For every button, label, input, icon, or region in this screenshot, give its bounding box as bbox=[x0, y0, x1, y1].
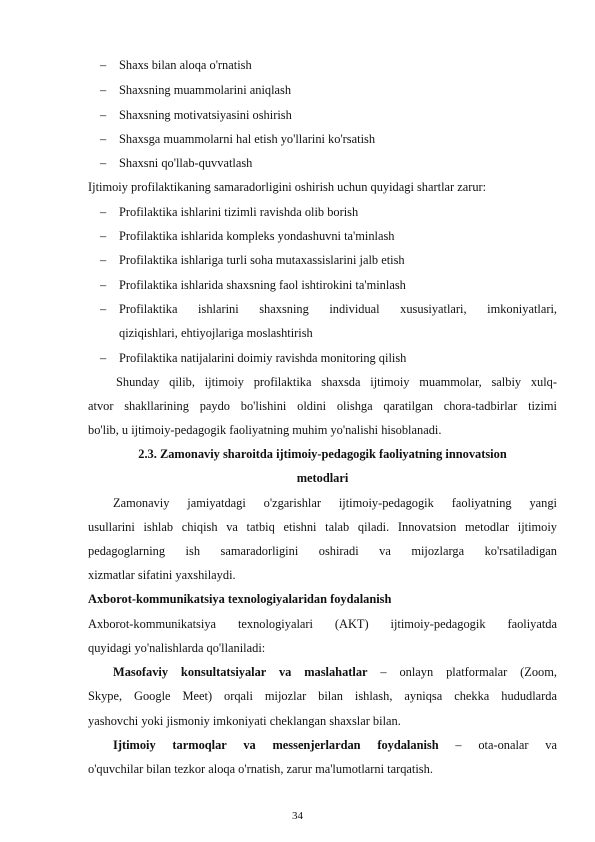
paragraph-line: Zamonaviy jamiyatdagi o'zgarishlar ijtimoiy-pedagogik faoliyatning yangi bbox=[113, 496, 557, 510]
paragraph-line: bo'lib, u ijtimoiy-pedagogik faoliyatning muhim yo'nalishi hisoblanadi. bbox=[88, 423, 442, 437]
paragraph-line: Skype, Google Meet) orqali mijozlar bilan ishlash, ayniqsa chekka hududlarda bbox=[88, 689, 557, 703]
list-item: Shaxsning motivatsiyasini oshirish bbox=[119, 108, 292, 122]
paragraph-line bbox=[113, 737, 557, 753]
list-item: Shaxsning muammolarini aniqlash bbox=[119, 83, 292, 97]
paragraph-line: quyidagi yo'nalishlarda qo'llaniladi: bbox=[88, 641, 266, 655]
list-item: Profilaktika ishlarida kompleks yondashuvni ta'minlash bbox=[119, 229, 395, 243]
list-item: Shaxsni qo'llab-quvvatlash bbox=[119, 156, 253, 170]
section-heading: 2.3. Zamonaviy sharoitda ijtimoiy-pedagogik faoliyatning innovatsion bbox=[138, 447, 507, 461]
list-item: Profilaktika ishlariga turli soha mutaxassislarini jalb etish bbox=[119, 253, 405, 267]
paragraph-line bbox=[113, 664, 557, 680]
section-heading: metodlari bbox=[296, 471, 349, 485]
list-item-continuation: qiziqishlari, ehtiyojlariga moslashtirish bbox=[119, 326, 313, 340]
list-dash: – bbox=[100, 229, 107, 243]
paragraph-line: pedagoglarning ish samaradorligini oshiradi va mijozlarga ko'rsatiladigan bbox=[88, 544, 557, 558]
paragraph-line: Axborot-kommunikatsiya texnologiyalari (AKT) ijtimoiy-pedagogik faoliyatda bbox=[88, 617, 557, 631]
list-dash: – bbox=[100, 156, 107, 170]
paragraph-line: xizmatlar sifatini yaxshilaydi. bbox=[88, 568, 236, 582]
list-dash: – bbox=[100, 253, 107, 267]
list-dash: – bbox=[100, 351, 107, 365]
list-item: Shaxsga muammolarni hal etish yo'llarini ko'rsatish bbox=[119, 132, 376, 146]
list-dash: – bbox=[100, 132, 107, 146]
list-dash: – bbox=[100, 83, 107, 97]
list-item: Profilaktika natijalarini doimiy ravishda monitoring qilish bbox=[119, 351, 407, 365]
list-dash: – bbox=[100, 302, 107, 316]
subheading: Axborot-kommunikatsiya texnologiyalaridan foydalanish bbox=[88, 592, 392, 606]
list-item: Profilaktika ishlarini shaxsning individual xususiyatlari, imkoniyatlari, bbox=[119, 302, 557, 316]
bold-term: Ijtimoiy tarmoqlar va messenjerlardan foydalanish bbox=[113, 738, 439, 752]
paragraph-line: usullarini ishlab chiqish va tatbiq etishni talab qiladi. Innovatsion metodlar ijtimoiy bbox=[88, 520, 557, 534]
page-number: 34 bbox=[292, 810, 303, 822]
list-dash: – bbox=[100, 58, 107, 72]
list-dash: – bbox=[100, 278, 107, 292]
paragraph-line: o'quvchilar bilan tezkor aloqa o'rnatish, zarur ma'lumotlarni tarqatish. bbox=[88, 762, 433, 776]
paragraph-line: yashovchi yoki jismoniy imkoniyati cheklangan shaxslar bilan. bbox=[88, 714, 401, 728]
list-item: Profilaktika ishlarida shaxsning faol ishtirokini ta'minlash bbox=[119, 278, 406, 292]
list-dash: – bbox=[100, 108, 107, 122]
bold-term: Masofaviy konsultatsiyalar va maslahatlar bbox=[113, 665, 368, 679]
list-dash: – bbox=[100, 205, 107, 219]
paragraph-text: – ota-onalar va bbox=[438, 738, 558, 752]
paragraph-line: atvor shakllarining paydo bo'lishini oldini olishga qaratilgan chora-tadbirlar tizimi bbox=[88, 399, 557, 413]
paragraph-text: – onlayn platformalar (Zoom, bbox=[367, 665, 557, 679]
list-item: Shaxs bilan aloqa o'rnatish bbox=[119, 58, 252, 72]
intro-paragraph: Ijtimoiy profilaktikaning samaradorligini oshirish uchun quyidagi shartlar zarur: bbox=[88, 180, 487, 194]
paragraph-line: Shunday qilib, ijtimoiy profilaktika shaxsda ijtimoiy muammolar, salbiy xulq- bbox=[116, 375, 557, 389]
list-item: Profilaktika ishlarini tizimli ravishda olib borish bbox=[119, 205, 359, 219]
